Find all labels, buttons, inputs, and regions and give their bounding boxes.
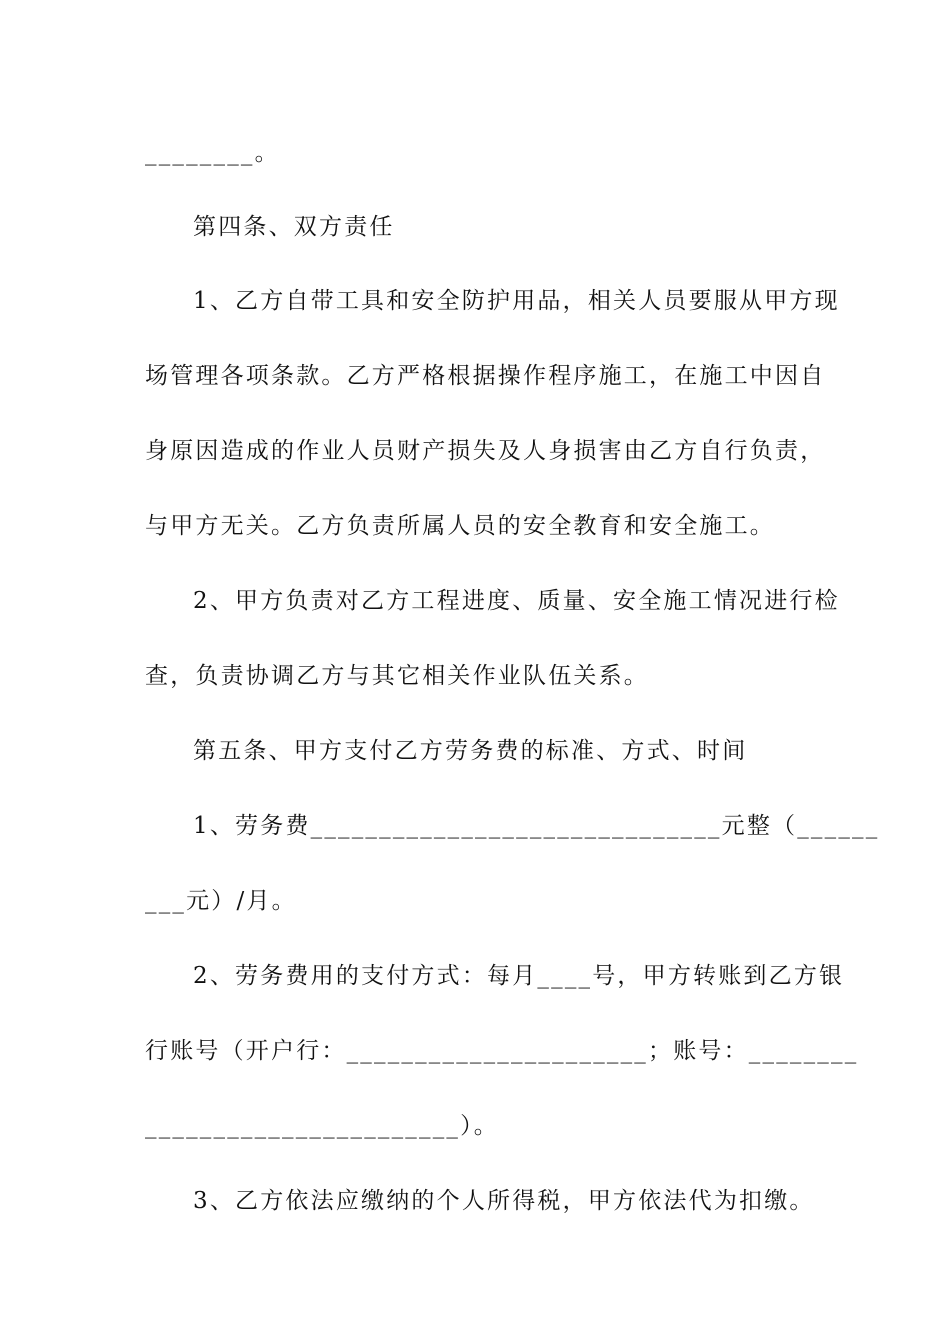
line-text: 场管理各项条款。乙方严格根据操作程序施工，在施工中因自 (145, 363, 826, 389)
line-text: _______________________）。 (145, 1113, 499, 1139)
line-text: 第五条、甲方支付乙方劳务费的标准、方式、时间 (193, 738, 748, 764)
line-text: 2、甲方负责对乙方工程进度、质量、安全施工情况进行检 (193, 588, 840, 614)
line-text: 身原因造成的作业人员财产损失及人身损害由乙方自行负责， (145, 438, 826, 464)
line-text: 1、劳务费______________________________元整（______ (193, 813, 880, 839)
line-text: ___元）/月。 (145, 888, 297, 914)
line-text: 查，负责协调乙方与其它相关作业队伍关系。 (145, 663, 649, 689)
line-text: 第四条、双方责任 (193, 214, 395, 240)
line-text: ________。 (145, 140, 280, 166)
line-text: 1、乙方自带工具和安全防护用品，相关人员要服从甲方现 (193, 288, 840, 314)
line-text: 行账号（开户行：______________________；账号：________ (145, 1038, 859, 1064)
line-text: 与甲方无关。乙方负责所属人员的安全教育和安全施工。 (145, 513, 775, 539)
line-text: 3、乙方依法应缴纳的个人所得税，甲方依法代为扣缴。 (193, 1188, 815, 1214)
line-text: 2、劳务费用的支付方式：每月____号，甲方转账到乙方银 (193, 963, 845, 989)
